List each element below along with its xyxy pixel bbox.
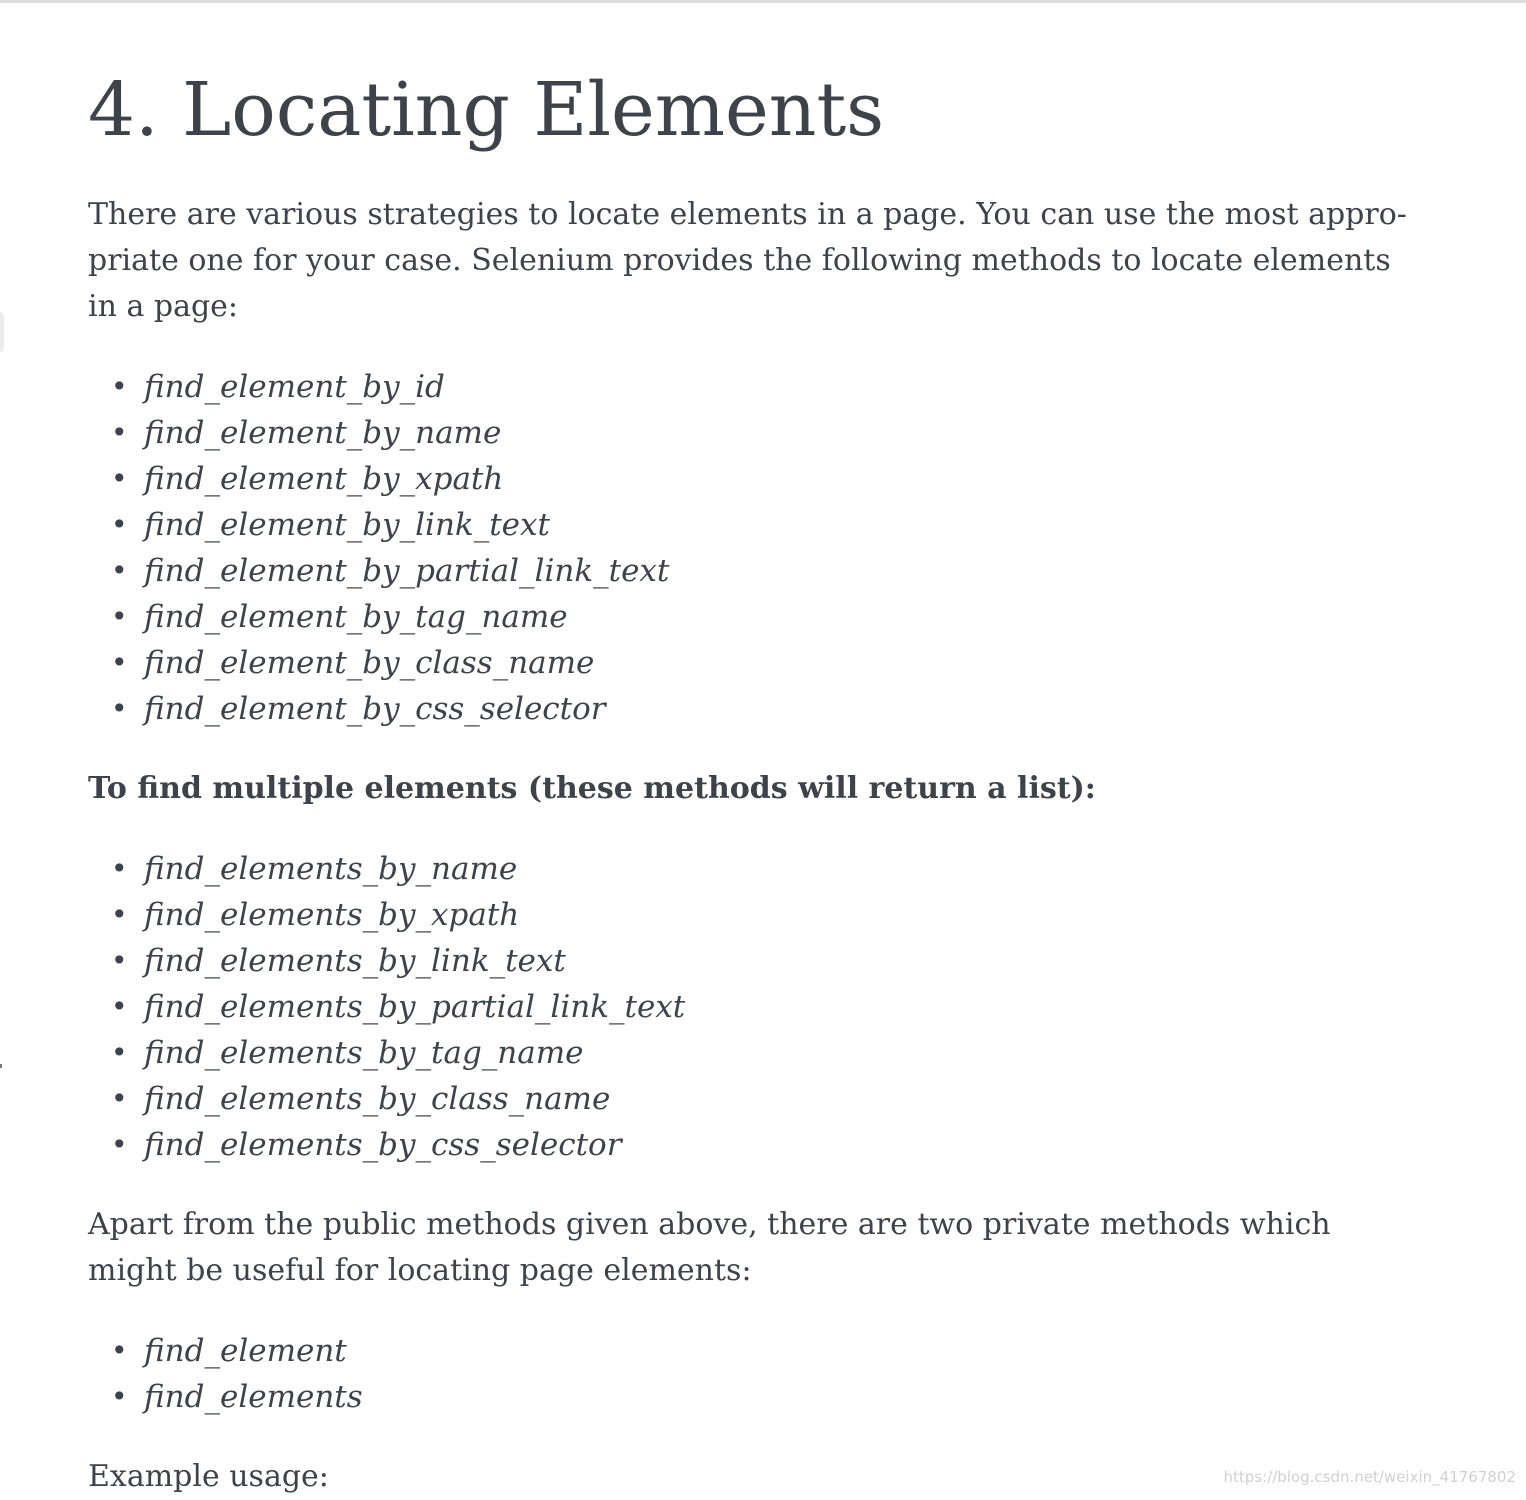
bullet-icon: • — [111, 1082, 128, 1115]
method-name: find_element_by_class_name — [144, 645, 595, 681]
bullet-icon: • — [111, 646, 128, 679]
method-name: find_elements_by_xpath — [144, 897, 520, 933]
private-methods-paragraph: Apart from the public methods given above, there are two private methods which might be useful for locating page elements: — [88, 1207, 1331, 1288]
example-usage-label: Example usage: — [88, 1459, 329, 1494]
list-item — [111, 1374, 1418, 1420]
list-item — [111, 502, 1418, 548]
watermark: https://blog.csdn.net/weixin_41767802 — [1223, 1468, 1516, 1486]
list-item — [111, 846, 1418, 892]
list-item — [111, 938, 1418, 984]
bullet-icon: • — [111, 990, 128, 1023]
bullet-icon: • — [111, 554, 128, 587]
method-name: find_elements_by_class_name — [144, 1081, 611, 1117]
list-item — [111, 892, 1418, 938]
bullet-icon: • — [111, 600, 128, 633]
method-name: find_element — [144, 1333, 347, 1369]
top-border — [0, 0, 1526, 3]
bullet-icon: • — [111, 370, 128, 403]
list-item — [111, 1030, 1418, 1076]
method-name: find_elements_by_name — [144, 851, 518, 887]
document-body — [88, 64, 1418, 1500]
bullet-icon: • — [111, 1334, 128, 1367]
multiple-elements-heading: To find multiple elements (these methods will return a list): — [88, 771, 1096, 806]
bullet-icon: • — [111, 852, 128, 885]
list-item — [111, 984, 1418, 1030]
list-item — [111, 410, 1418, 456]
bullet-icon: • — [111, 898, 128, 931]
list-item — [111, 548, 1418, 594]
list-item — [111, 1328, 1418, 1374]
method-name: find_elements_by_link_text — [144, 943, 566, 979]
bullet-icon: • — [111, 462, 128, 495]
method-name: find_elements_by_css_selector — [144, 1127, 622, 1163]
left-edge-mark — [0, 1064, 2, 1068]
list-item — [111, 1076, 1418, 1122]
method-name: find_element_by_css_selector — [144, 691, 606, 727]
left-edge-tab — [0, 312, 4, 352]
bullet-icon: • — [111, 944, 128, 977]
list-item — [111, 594, 1418, 640]
bullet-icon: • — [111, 1036, 128, 1069]
bullet-icon: • — [111, 416, 128, 449]
bullet-icon: • — [111, 508, 128, 541]
bullet-icon: • — [111, 1128, 128, 1161]
method-name: find_element_by_id — [144, 369, 445, 405]
method-name: find_element_by_link_text — [144, 507, 550, 543]
bullet-icon: • — [111, 692, 128, 725]
method-name: find_elements_by_partial_link_text — [144, 989, 686, 1025]
method-name: find_element_by_name — [144, 415, 502, 451]
method-name: find_elements — [144, 1379, 363, 1415]
list-item — [111, 640, 1418, 686]
list-item — [111, 364, 1418, 410]
private-method-list — [88, 1328, 1418, 1420]
list-item — [111, 1122, 1418, 1168]
single-method-list — [88, 364, 1418, 732]
method-name: find_element_by_partial_link_text — [144, 553, 670, 589]
list-item — [111, 686, 1418, 732]
method-name: find_element_by_xpath — [144, 461, 504, 497]
list-item — [111, 456, 1418, 502]
method-name: find_elements_by_tag_name — [144, 1035, 584, 1071]
intro-paragraph: There are various strategies to locate elements in a page. You can use the most appro- priate one for your case. Selenium provides the following methods to locate elements in a page: — [88, 197, 1407, 324]
multiple-method-list — [88, 846, 1418, 1168]
method-name: find_element_by_tag_name — [144, 599, 568, 635]
page-title: 4. Locating Elements — [88, 67, 885, 153]
bullet-icon: • — [111, 1380, 128, 1413]
